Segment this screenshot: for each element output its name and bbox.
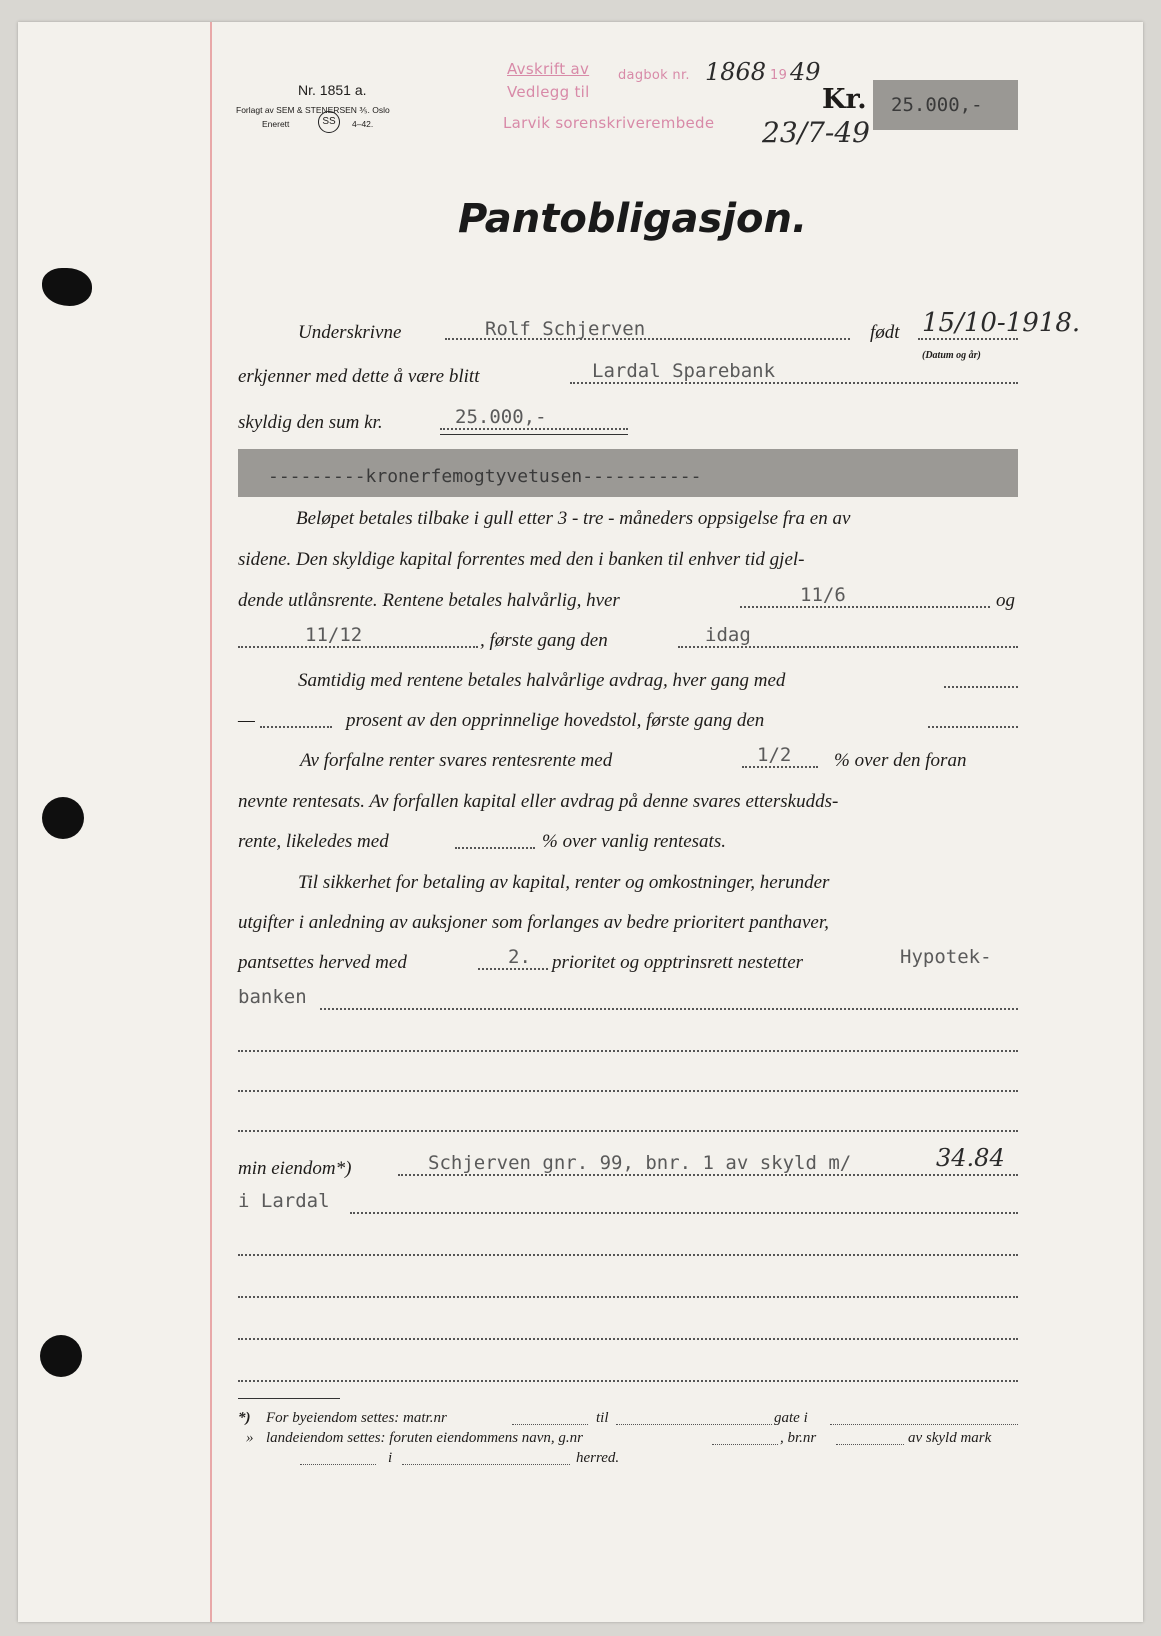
og-text: og [996, 590, 1015, 611]
dotted-line [320, 1008, 1018, 1010]
body-line: Av forfalne renter svares rentesrente med [300, 750, 613, 771]
publisher-enerett: Enerett [262, 119, 290, 129]
term2-value: 11/12 [305, 624, 363, 646]
footnote-line: , br.nr [780, 1430, 817, 1446]
footnote-line: i [388, 1450, 393, 1466]
dotted-line [836, 1444, 904, 1445]
prioritet-value: 2. [508, 946, 531, 968]
stamp-year-prefix: 19 [770, 68, 788, 83]
amount-value: 25.000,- [891, 94, 983, 116]
stamp-office: Larvik sorenskriverembede [503, 114, 715, 132]
body-line: prosent av den opprinnelige hovedstol, første gang den [346, 710, 765, 731]
creditor-value: Lardal Sparebank [592, 360, 776, 382]
dotted-line [238, 1090, 1018, 1092]
stamp-avskrift: Avskrift av [507, 60, 590, 78]
body-line: Beløpet betales tilbake i gull etter 3 - tre - måneders oppsigelse fra en av [296, 508, 851, 529]
dotted-line [678, 646, 1018, 648]
dotted-line [238, 646, 478, 648]
sum-value: 25.000,- [455, 406, 547, 428]
dotted-line [740, 606, 990, 608]
datum-note: (Datum og år) [922, 350, 981, 361]
dotted-line [238, 1130, 1018, 1132]
sum-underline [440, 434, 628, 435]
term1-value: 11/6 [800, 584, 846, 606]
dotted-line [300, 1464, 376, 1465]
dotted-line [260, 726, 332, 728]
body-line: prioritet og opptrinsrett nestetter [552, 952, 804, 973]
body-line: sidene. Den skyldige kapital forrentes med den i banken til enhver tid gjel- [238, 549, 805, 570]
footnote-line: landeiendom settes: foruten eiendommens navn, g.nr [266, 1430, 584, 1446]
dotted-line [455, 847, 535, 849]
body-line: % over vanlig rentesats. [542, 831, 726, 852]
body-line: utgifter i anledning av auksjoner som forlanges av bedre prioritert panthaver, [238, 912, 829, 933]
prior-holder: Hypotek- [900, 946, 992, 968]
stamp-dagbok-label: dagbok nr. [618, 68, 690, 83]
erkjenner-label: erkjenner med dette å være blitt [238, 366, 480, 387]
eiendom-label: min eiendom*) [238, 1158, 352, 1179]
stamp-date: 23/7-49 [762, 116, 870, 149]
dotted-line [616, 1424, 772, 1425]
margin-rule [210, 22, 212, 1622]
dotted-line [712, 1444, 778, 1445]
dagbok-number: 1868 [705, 58, 767, 86]
footnote-line: til [596, 1410, 609, 1426]
punch-hole-middle [42, 797, 84, 839]
dotted-line [440, 428, 628, 430]
dotted-line [238, 1380, 1018, 1382]
stamp-vedlegg: Vedlegg til [507, 83, 590, 101]
dotted-line [238, 1050, 1018, 1052]
dotted-line [944, 686, 1018, 688]
page-title: Pantobligasjon. [458, 196, 808, 242]
skyldig-label: skyldig den sum kr. [238, 412, 383, 433]
rente-value: 1/2 [757, 744, 792, 766]
body-line: rente, likeledes med [238, 831, 389, 852]
dotted-line [918, 338, 1018, 340]
body-line: Til sikkerhet for betaling av kapital, renter og omkostninger, herunder [298, 872, 830, 893]
dotted-line [928, 726, 1018, 728]
sum-words: ---------kronerfemogtyvetusen----------- [268, 466, 702, 487]
document-page [18, 22, 1143, 1622]
footnote-line: av skyld mark [908, 1430, 992, 1446]
dotted-line [238, 1338, 1018, 1340]
underskrivne-label: Underskrivne [298, 322, 402, 343]
body-line: Samtidig med rentene betales halvårlige avdrag, hver gang med [298, 670, 786, 691]
publisher-logo: SS [318, 111, 340, 133]
punch-hole-bottom [40, 1335, 82, 1377]
sum-words-band [238, 449, 1018, 497]
dotted-line [512, 1424, 588, 1425]
dotted-line [350, 1212, 1018, 1214]
body-line: dende utlånsrente. Rentene betales halvårlig, hver [238, 590, 620, 611]
footnote-marker-2: » [246, 1430, 254, 1446]
amount-box [873, 80, 1018, 130]
form-number: Nr. 1851 a. [298, 82, 367, 98]
footnote-rule [238, 1398, 340, 1399]
dotted-line [478, 968, 548, 970]
body-line: nevnte rentesats. Av forfallen kapital eller avdrag på denne svares etterskudds- [238, 791, 839, 812]
forste-value: idag [705, 624, 751, 646]
dotted-line [398, 1174, 1018, 1176]
underskrivne-value: Rolf Schjerven [485, 318, 646, 340]
eiendom-value: Schjerven gnr. 99, bnr. 1 av skyld m/ [428, 1152, 852, 1174]
publisher-line: Forlagt av SEM & STENERSEN ⅗. Oslo [236, 105, 390, 115]
eiendom-location: i Lardal [238, 1190, 330, 1212]
fodt-label: født [870, 322, 900, 343]
dotted-line [238, 1296, 1018, 1298]
dotted-line [570, 382, 1018, 384]
fodt-value: 15/10-1918. [922, 308, 1081, 338]
eiendom-skyld: 34.84 [936, 1144, 1005, 1172]
dagbok-year: 49 [790, 58, 821, 86]
dash: — [238, 710, 255, 731]
footnote-line: herred. [576, 1450, 620, 1466]
forste-gang-text: , første gang den [480, 630, 608, 651]
dotted-line [402, 1464, 570, 1465]
footnote-line: gate i [774, 1410, 808, 1426]
publisher-date: 4–42. [352, 119, 374, 129]
footnote-marker: *) [238, 1410, 251, 1426]
kr-label: Kr. [822, 84, 867, 115]
dotted-line [238, 1254, 1018, 1256]
prior-holder-continued: banken [238, 986, 307, 1008]
dotted-line [742, 766, 818, 768]
body-line: pantsettes herved med [238, 952, 407, 973]
dotted-line [830, 1424, 1018, 1425]
body-line: % over den foran [834, 750, 967, 771]
footnote-line: For byeiendom settes: matr.nr [266, 1410, 447, 1426]
